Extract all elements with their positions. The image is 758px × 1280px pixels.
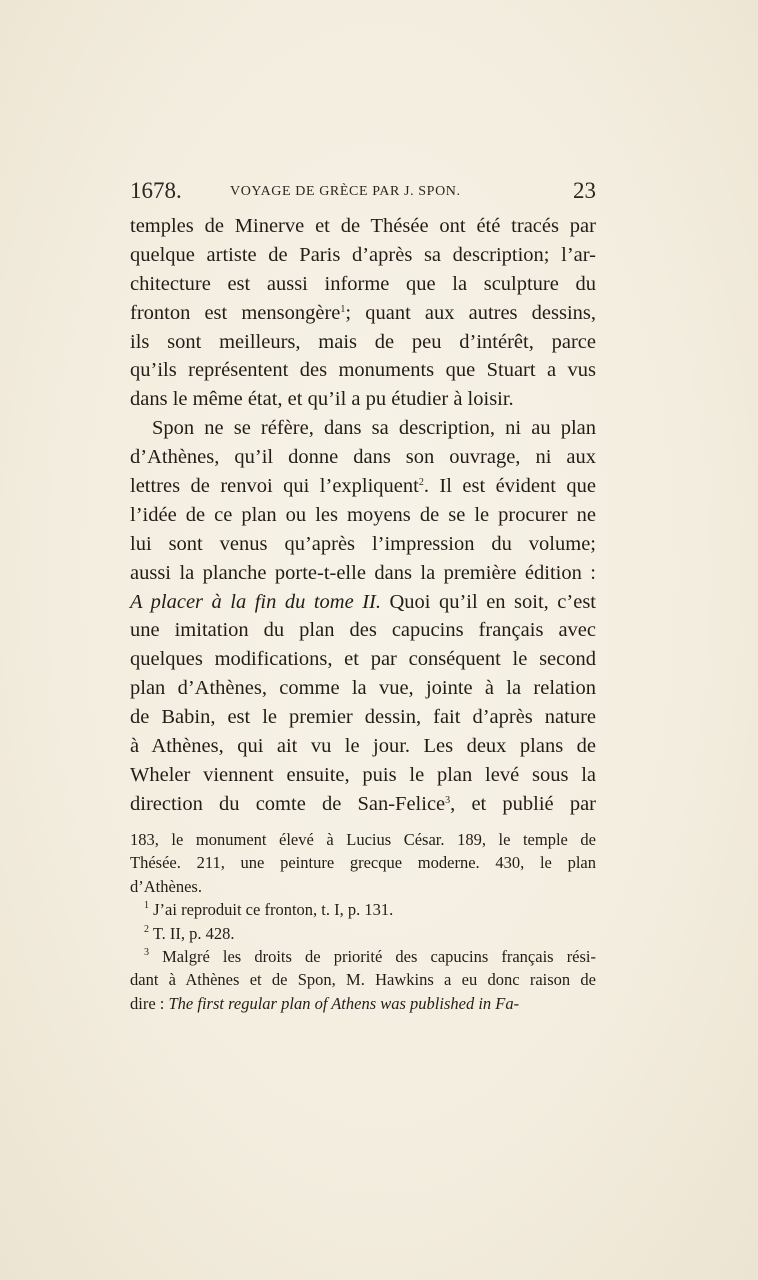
footnote-mark: 2: [144, 923, 149, 935]
text-segment: ; quant aux autres dessins,: [345, 301, 597, 324]
text-segment: dire :: [130, 993, 169, 1013]
text-line: [130, 299, 596, 328]
text-line: temples de Minerve et de Thésée ont été tracés par: [130, 215, 596, 237]
running-head-title: VOYAGE DE GRÈCE PAR J. SPON.: [230, 184, 461, 199]
text-segment: . Il est évident que: [423, 475, 597, 498]
text-line: plan d’Athènes, comme la vue, jointe à la relation: [130, 677, 596, 700]
text-line: Spon ne se réfère, dans sa description, ni au plan: [152, 417, 596, 440]
text-line: qu’ils représentent des monuments que Stuart a vus: [130, 359, 596, 382]
text-line: chitecture est aussi informe que la sculpture du: [130, 272, 596, 295]
text-line: de Babin, est le premier dessin, fait d’après nature: [130, 706, 596, 729]
footnote-text: Malgré les droits de priorité des capucins français rési-: [162, 946, 597, 966]
footnote-1: [130, 898, 596, 921]
running-head: [130, 178, 596, 208]
text-line: l’idée de ce plan ou les moyens de se le procurer ne: [130, 503, 596, 526]
text-segment: direction du comte de San-Felice: [130, 792, 446, 815]
text-line: une imitation du plan des capucins français avec: [130, 619, 596, 642]
text-line: [130, 588, 596, 617]
footnote-3: [130, 945, 596, 968]
footnote-line: d’Athènes.: [130, 876, 202, 896]
footnote-line: Thésée. 211, une peinture grecque moderne. 430, le plan: [130, 853, 596, 873]
footnote-ref: 2: [418, 477, 424, 489]
footnote-ref: 3: [445, 794, 451, 806]
main-text: [130, 212, 596, 819]
text-line: quelques modifications, et par conséquent le second: [130, 648, 596, 671]
text-segment: , et publié par: [450, 792, 597, 815]
text-line: ils sont meilleurs, mais de peu d’intérêt, parce: [130, 330, 596, 353]
footnote-ref: 1: [340, 303, 346, 315]
text-line: Wheler viennent ensuite, puis le plan levé sous la: [130, 763, 596, 786]
italic-segment: The first regular plan of Athens was published in Fa-: [168, 993, 520, 1013]
text-line: [130, 790, 596, 819]
footnotes: [130, 828, 596, 1015]
running-head-year: 1678.: [130, 178, 182, 203]
footnote-mark: 3: [144, 946, 149, 958]
page-number: 23: [573, 178, 596, 203]
text-segment: fronton est mensongère: [130, 301, 341, 324]
footnote-line: 183, le monument élevé à Lucius César. 189, le temple de: [130, 830, 596, 849]
footnote-text: T. II, p. 428.: [152, 923, 235, 943]
footnote-2: [130, 922, 596, 945]
footnote-line: dant à Athènes et de Spon, M. Hawkins a eu donc raison de: [130, 970, 596, 990]
footnote-mark: 1: [144, 900, 149, 912]
text-line: [130, 472, 596, 501]
text-line: dans le même état, et qu’il a pu étudier à loisir.: [130, 388, 514, 411]
text-line: d’Athènes, qu’il donne dans son ouvrage, ni aux: [130, 446, 596, 469]
text-line: aussi la planche porte-t-elle dans la première édition :: [130, 561, 596, 584]
text-line: à Athènes, qui ait vu le jour. Les deux plans de: [130, 735, 596, 758]
footnote-line: [130, 992, 596, 1015]
footnote-text: J’ai reproduit ce fronton, t. I, p. 131.: [153, 900, 394, 920]
text-segment: lettres de renvoi qui l’expliquent: [130, 475, 419, 498]
text-segment: Quoi qu’il en soit, c’est: [380, 590, 596, 613]
italic-segment: A placer à la fin du tome II.: [130, 590, 381, 613]
text-line: quelque artiste de Paris d’après sa description; l’ar-: [130, 243, 596, 266]
text-line: lui sont venus qu’après l’impression du volume;: [130, 532, 596, 555]
